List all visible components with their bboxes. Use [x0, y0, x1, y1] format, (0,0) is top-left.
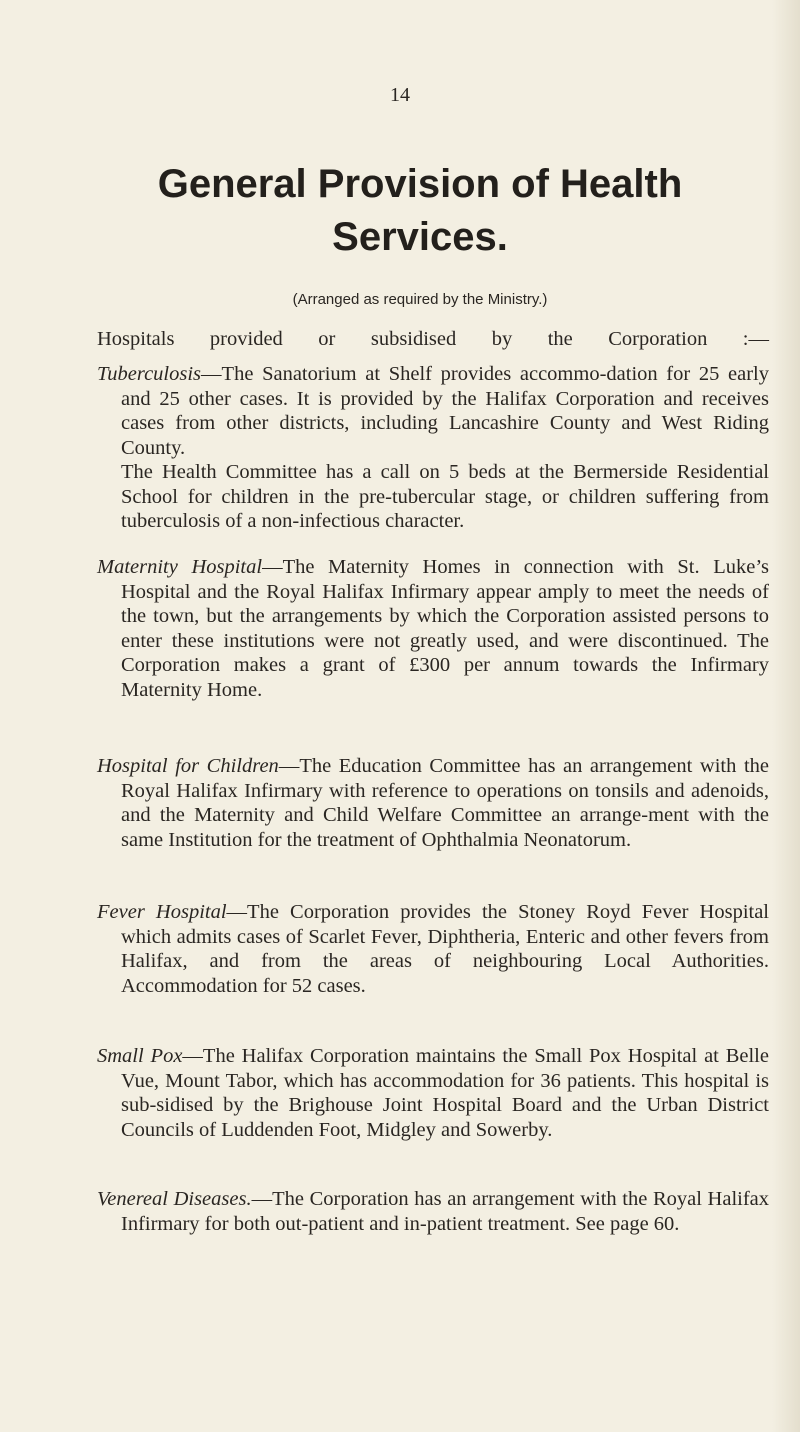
page-edge-shadow	[772, 0, 800, 1432]
section-term: Fever Hospital	[97, 901, 227, 923]
section-term: Tuberculosis	[97, 363, 202, 385]
section-venereal-diseases	[97, 1187, 769, 1236]
section-text: —The Halifax Corporation maintains the Small Pox Hospital at Belle Vue, Mount Tabor, which has accommodation for 36 patients. This hospital is sub-sidised by the Brighouse Joint Hospital Board and the Urban District Councils of Luddenden Foot, Midgley and Sowerby.	[121, 1045, 769, 1141]
section-maternity-hospital	[97, 555, 769, 703]
section-term: Maternity Hospital	[97, 556, 263, 578]
page-subtitle: (Arranged as required by the Ministry.)	[292, 291, 548, 308]
section-text: —The Education Committee has an arrangement with the Royal Halifax Infirmary with reference to operations on tonsils and adenoids, and the Maternity and Child Welfare Committee an arrange-ment with the same Institution for the treatment of Ophthalmia Neonatorum.	[121, 755, 769, 851]
page-title: General Provision of Health Services.	[157, 162, 683, 259]
section-text: The Health Committee has a call on 5 beds at the Bermerside Residential School for children in the pre-tubercular stage, or children suffering from tuberculosis of a non-infectious character.	[121, 461, 769, 533]
section-fever-hospital	[97, 900, 769, 998]
section-text: —The Sanatorium at Shelf provides accommo-dation for 25 early and 25 other cases. It is provided by the Halifax Corporation and receives cases from other districts, including Lancashire County and West Riding County.	[121, 363, 769, 459]
page-number: 14	[390, 84, 410, 106]
section-text: —The Maternity Homes in connection with St. Luke’s Hospital and the Royal Halifax Infirmary appear amply to meet the needs of the town, but the arrangements by which the Corporation assisted persons to enter these institutions were not greatly used, and were discontinued. The Corporation makes a grant of £300 per annum towards the Infirmary Maternity Home.	[121, 556, 769, 701]
section-hospital-for-children	[97, 754, 769, 852]
intro-line: Hospitals provided or subsidised by the Corporation :—	[97, 328, 769, 350]
section-term: Venereal Diseases.	[97, 1188, 252, 1210]
section-small-pox	[97, 1044, 769, 1142]
section-text: —The Corporation has an arrangement with the Royal Halifax Infirmary for both out-patient and in-patient treatment. See page 60.	[121, 1188, 770, 1235]
section-bermerside	[97, 460, 769, 534]
section-text: —The Corporation provides the Stoney Royd Fever Hospital which admits cases of Scarlet Fever, Diphtheria, Enteric and other fevers from Halifax, and from the areas of neighbouring Local Authorities. Accommodation for 52 cases.	[121, 901, 770, 997]
section-tuberculosis	[97, 362, 769, 460]
section-term: Hospital for Children	[97, 755, 279, 777]
section-term: Small Pox	[97, 1045, 183, 1067]
